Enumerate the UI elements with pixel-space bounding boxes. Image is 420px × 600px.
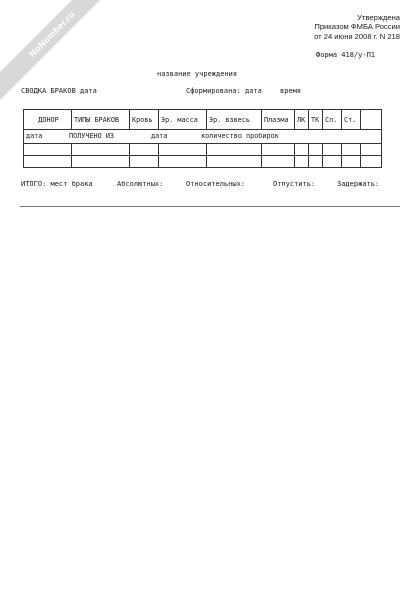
formed-label: Сформирована: дата xyxy=(186,87,262,95)
table-row xyxy=(24,144,382,156)
subrow-date-2: дата xyxy=(151,132,168,140)
header-sp: Сп. xyxy=(323,110,342,130)
organization-name: название учреждения xyxy=(157,70,238,78)
total-defect-places: ИТОГО: мест брака xyxy=(21,180,93,188)
approval-line-3: от 24 июня 2008 г. N 218 xyxy=(314,31,400,41)
header-erythrocyte-suspension: Эр. взвесь xyxy=(207,110,262,130)
summary-title: СВОДКА БРАКОВ дата xyxy=(21,87,97,95)
release-label: Отпустить: xyxy=(273,180,316,188)
bottom-rule xyxy=(20,206,400,207)
approval-block xyxy=(314,13,400,41)
hold-label: Задержать: xyxy=(337,180,380,188)
subrow-tube-count: количество пробирок xyxy=(201,132,279,140)
header-st: Ст. xyxy=(342,110,361,130)
header-donor: ДОНОР xyxy=(24,110,72,130)
header-tk: ТК xyxy=(309,110,323,130)
header-lk: ЛК xyxy=(295,110,309,130)
approval-line-2: Приказом ФМБА России xyxy=(314,22,400,32)
table-row xyxy=(24,156,382,168)
header-blank xyxy=(361,110,382,130)
subrow-date: дата xyxy=(26,132,43,140)
watermark-text: NoNumber.ru xyxy=(27,9,77,59)
header-plasma: Плазма xyxy=(262,110,295,130)
relative-label: Относительных: xyxy=(186,180,246,188)
absolute-label: Абсолютных: xyxy=(117,180,164,188)
form-code: Форма 418/у-П1 xyxy=(316,51,376,59)
header-erythrocyte-mass: Эр. масса xyxy=(159,110,207,130)
table-header-row xyxy=(24,110,382,130)
approval-line-1: Утверждена xyxy=(357,13,400,22)
subrow-received-from: ПОЛУЧЕНО ИЗ xyxy=(69,132,115,140)
header-defect-types: ТИПЫ БРАКОВ xyxy=(72,110,130,130)
header-blood: Кровь xyxy=(130,110,159,130)
time-label: время xyxy=(280,87,302,95)
